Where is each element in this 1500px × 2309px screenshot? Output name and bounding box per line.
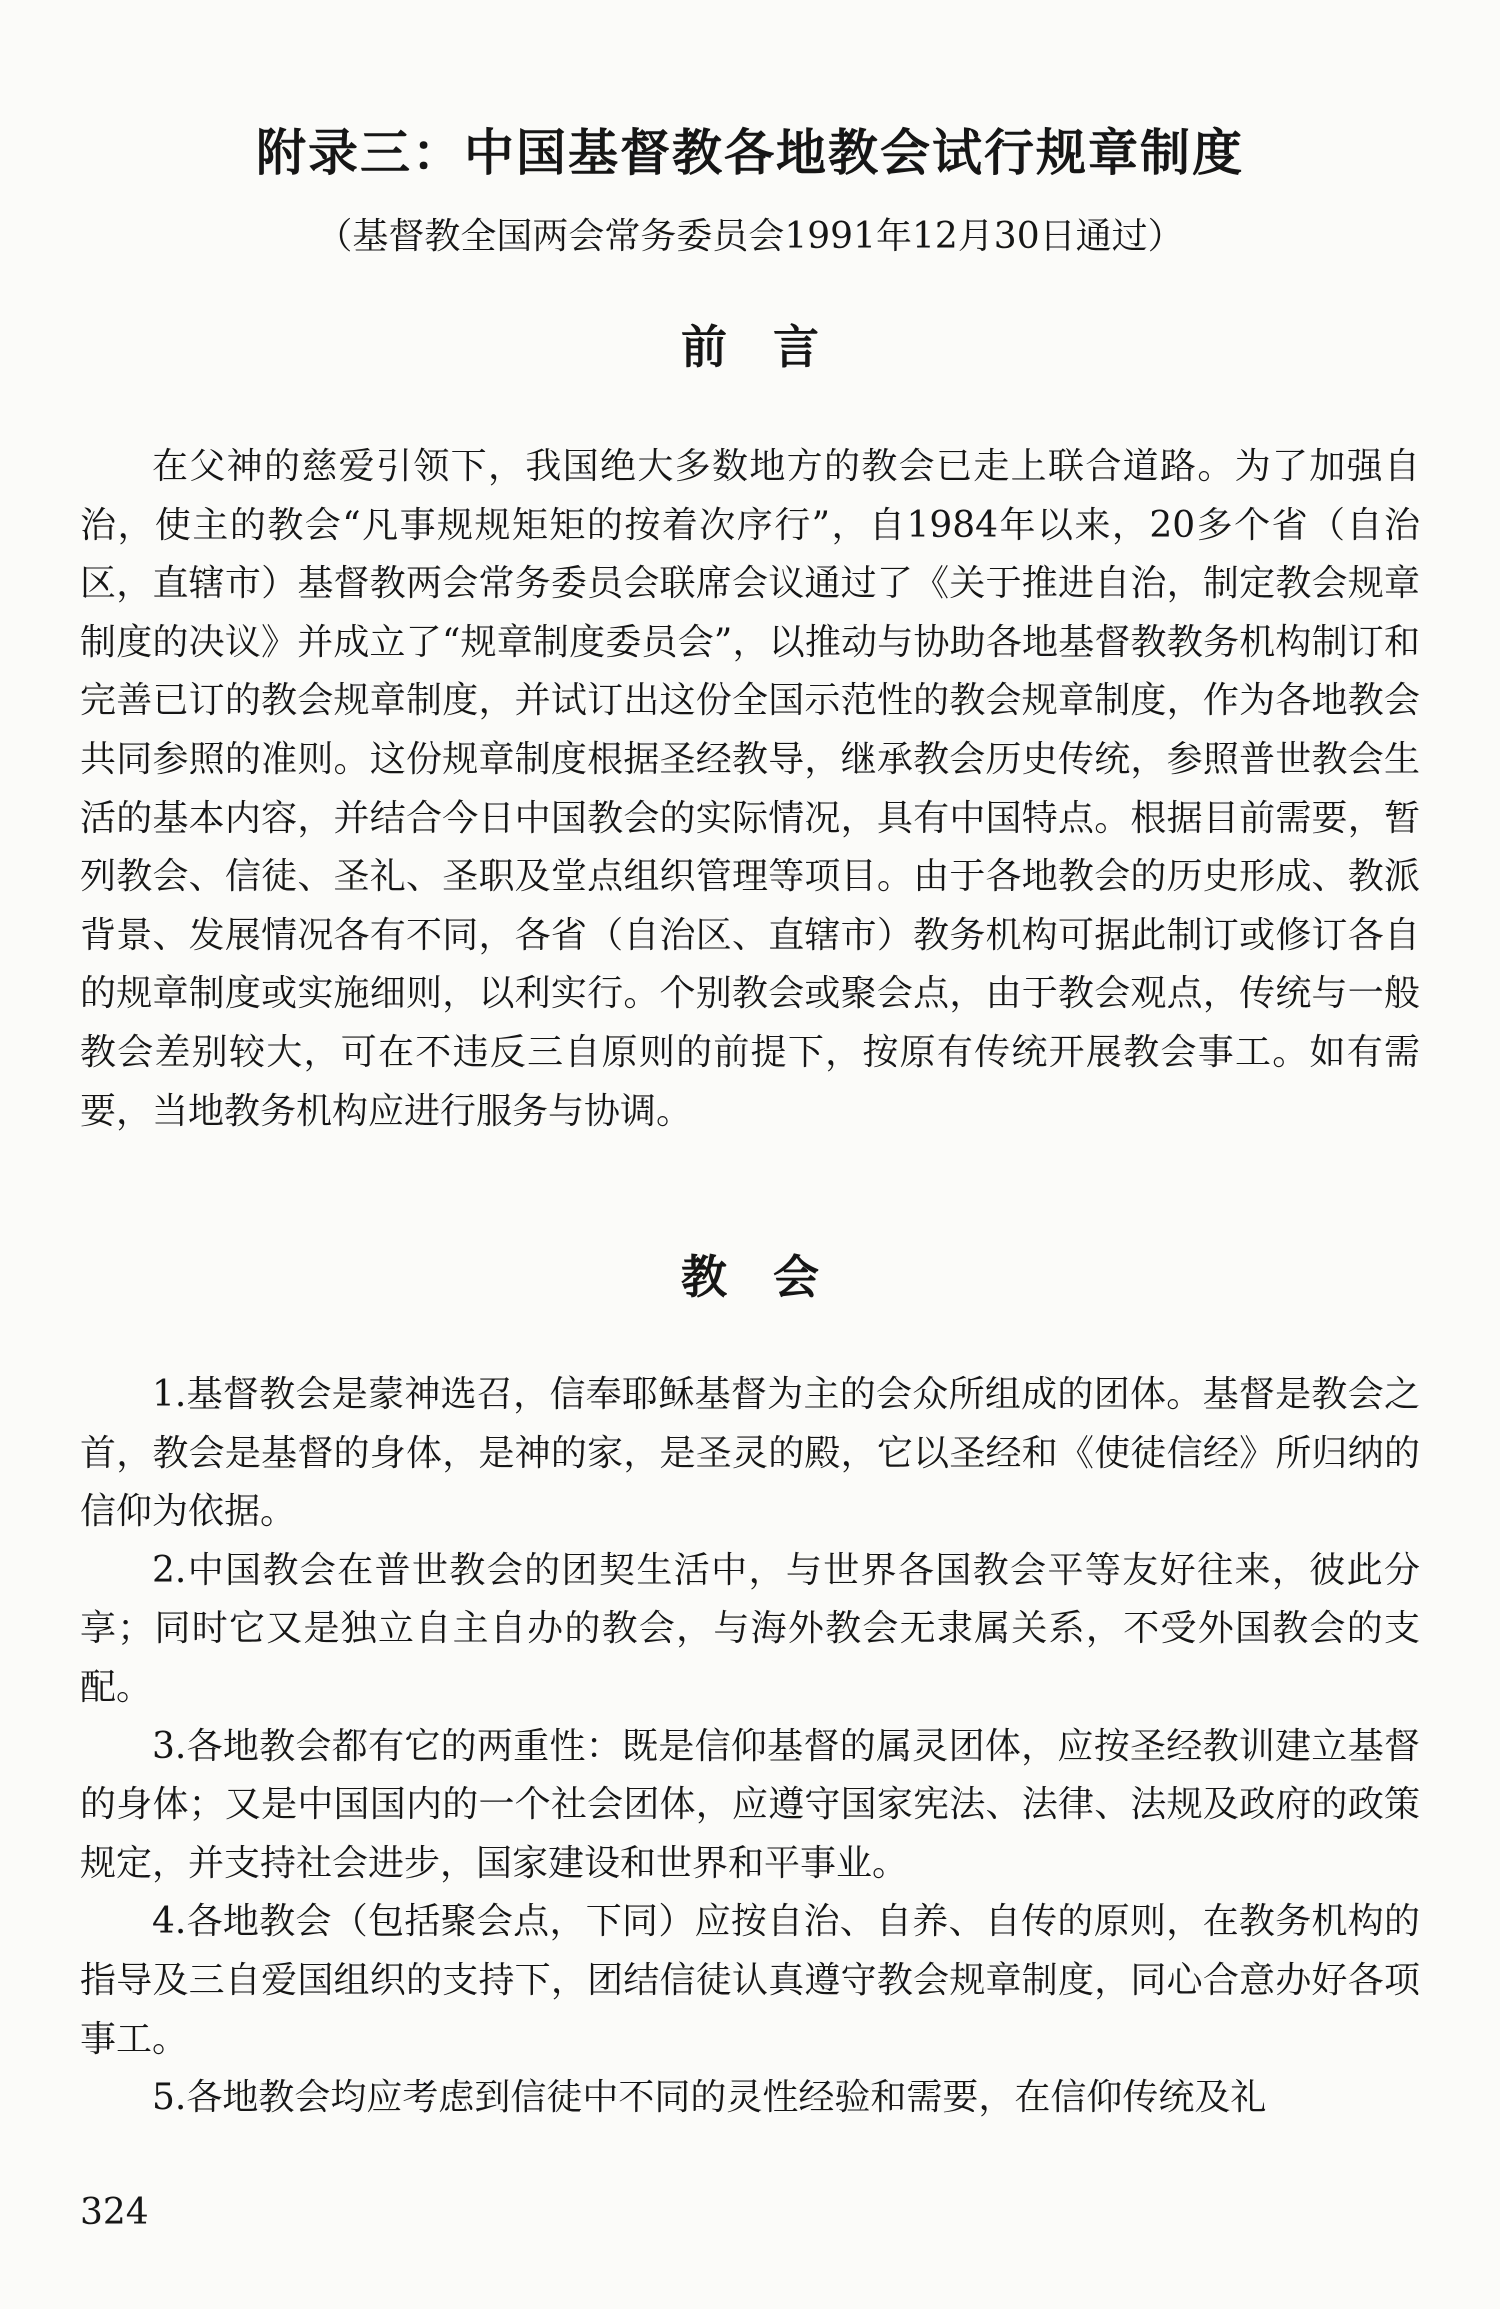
church-heading: 教会 (681, 1250, 865, 1304)
page-number: 324 (80, 2192, 149, 2233)
church-paragraph-2: 2.中国教会在普世教会的团契生活中，与世界各国教会平等友好往来，彼此分享；同时它又是独立自主自办的教会，与海外教会无隶属关系，不受外国教会的支配。 (80, 1549, 1420, 1708)
church-paragraph-4: 4.各地教会（包括聚会点，下同）应按自治、自养、自传的原则，在教务机构的指导及三自爱国组织的支持下，团结信徒认真遵守教会规章制度，同心合意办好各项事工。 (80, 1901, 1420, 2060)
church-paragraph-1: 1.基督教会是蒙神选召，信奉耶稣基督为主的会众所组成的团体。基督是教会之首，教会是基督的身体，是神的家，是圣灵的殿，它以圣经和《使徒信经》所归纳的信仰为依据。 (80, 1374, 1420, 1533)
preface-section (80, 438, 1420, 1141)
church-paragraph-5: 5.各地教会均应考虑到信徒中不同的灵性经验和需要，在信仰传统及礼 (152, 2077, 1267, 2119)
church-section (80, 1366, 1420, 2128)
preface-paragraph: 在父神的慈爱引领下，我国绝大多数地方的教会已走上联合道路。为了加强自治，使主的教会“凡事规规矩矩的按着次序行”，自1984年以来，20多个省（自治区，直辖市）基督教两会常务委员会联席会议通过了《关于推进自治，制定教会规章制度的决议》并成立了“规章制度委员会”，以推动与协助各地基督教教务机构制订和完善已订的教会规章制度，并试订出这份全国示范性的教会规章制度，作为各地教会共同参照的准则。这份规章制度根据圣经教导，继承教会历史传统，参照普世教会生活的基本内容，并结合今日中国教会的实际情况，具有中国特点。根据目前需要，暂列教会、信徒、圣礼、圣职及堂点组织管理等项目。由于各地教会的历史形成、教派背景、发展情况各有不同，各省（自治区、直辖市）教务机构可据此制订或修订各自的规章制度或实施细则，以利实行。个别教会或聚会点，由于教会观点，传统与一般教会差别较大，可在不违反三自原则的前提下，按原有传统开展教会事工。如有需要，当地教务机构应进行服务与协调。 (80, 446, 1420, 1132)
document-title: 附录三：中国基督教各地教会试行规章制度 (256, 124, 1244, 182)
preface-heading: 前言 (681, 320, 865, 374)
document-subtitle: （基督教全国两会常务委员会1991年12月30日通过） (316, 216, 1184, 257)
church-paragraph-3: 3.各地教会都有它的两重性：既是信仰基督的属灵团体，应按圣经教训建立基督的身体；又是中国国内的一个社会团体，应遵守国家宪法、法律、法规及政府的政策规定，并支持社会进步，国家建设和世界和平事业。 (80, 1725, 1420, 1884)
